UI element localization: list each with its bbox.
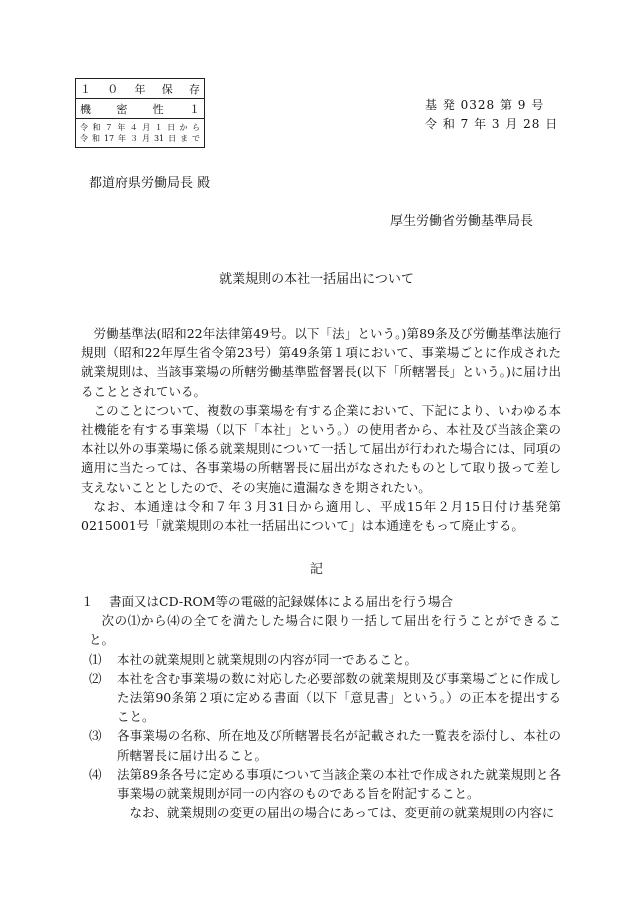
document-header xyxy=(425,96,558,134)
paragraph-3: なお、本通達は令和７年３月31日から適用し、平成15年２月15日付け基発第0215001号「就業規則の本社一括届出について」は本通達をもって廃止する。 xyxy=(81,498,561,534)
document-title: 就業規則の本社一括届出について xyxy=(219,272,414,287)
item-number: ⑷ xyxy=(89,766,102,782)
document-body xyxy=(81,324,561,535)
ki-heading: 記 xyxy=(309,562,323,577)
section-1-heading xyxy=(81,592,561,611)
item-number: ⑶ xyxy=(89,728,102,744)
section-1 xyxy=(81,592,561,822)
paragraph-1: 労働基準法(昭和22年法律第49号。以下「法」という。)第89条及び労働基準法施行規則（昭和22年厚生省令第23号）第49条第１項において、事業場ごとに作成された就業規則は、当該事業場の所轄労働基準監督署長(以下「所轄署長」という。)に届け出ることとされている。 xyxy=(81,326,561,399)
section-1-number: １ xyxy=(81,594,94,609)
document-date: 令 和 7 年 3 月 28 日 xyxy=(425,117,559,131)
sender: 厚生労働省労働基準局長 xyxy=(390,214,534,229)
list-item xyxy=(81,669,561,727)
item-text: 本社を含む事業場の数に対応した必要部数の就業規則及び事業場ごとに作成した法第90条第２項に定める書面（以下「意見書」という。）の正本を提出すること。 xyxy=(117,670,561,725)
list-item xyxy=(81,765,561,803)
item-text: 本社の就業規則と就業規則の内容が同一であること。 xyxy=(117,651,418,667)
section-1-note: なお、就業規則の変更の届出の場合にあっては、変更前の就業規則の内容に xyxy=(129,805,555,821)
addressee: 都道府県労働局長 殿 xyxy=(89,176,211,191)
retention-dates xyxy=(76,119,205,148)
confidentiality-level: 機密性１ xyxy=(76,99,205,119)
retention-from: 令和７年４月１日から xyxy=(80,123,200,132)
section-1-title: 書面又はCD-ROM等の電磁的記録媒体による届出を行う場合 xyxy=(109,594,454,609)
list-item xyxy=(81,726,561,764)
item-number: ⑴ xyxy=(89,651,102,667)
retention-stamp xyxy=(75,78,205,148)
item-text: 法第89条各号に定める事項について当該企業の本社で作成された就業規則と各事業場の就業規則が同一の内容のものである旨を附記すること。 xyxy=(117,766,561,802)
item-number: ⑵ xyxy=(89,670,102,686)
retention-period: １０年保存 xyxy=(76,79,205,99)
item-text: 各事業場の名称、所在地及び所轄署長名が記載された一覧表を添付し、本社の所轄署長に届け出ること。 xyxy=(117,728,561,763)
document-number: 基 発 0328 第 9 号 xyxy=(425,98,545,112)
retention-to: 令和17年３月31日まで xyxy=(80,134,200,143)
list-item xyxy=(81,650,561,669)
section-1-intro: 次の⑴から⑷の全てを満たした場合に限り一括して届出を行うことができること。 xyxy=(89,613,561,648)
paragraph-2: このことについて、複数の事業場を有する企業において、下記により、いわゆる本社機能を有する事業場（以下「本社」という。）の使用者から、本社及び当該企業の本社以外の事業場に係る就業規則について一括して届出が行われた場合には、同項の適用に当たっては、各事業場の所轄署長に届出がなされたものとして取り扱って差し支えないこととしたので、その実施に遺漏なきを期されたい。 xyxy=(81,402,561,495)
